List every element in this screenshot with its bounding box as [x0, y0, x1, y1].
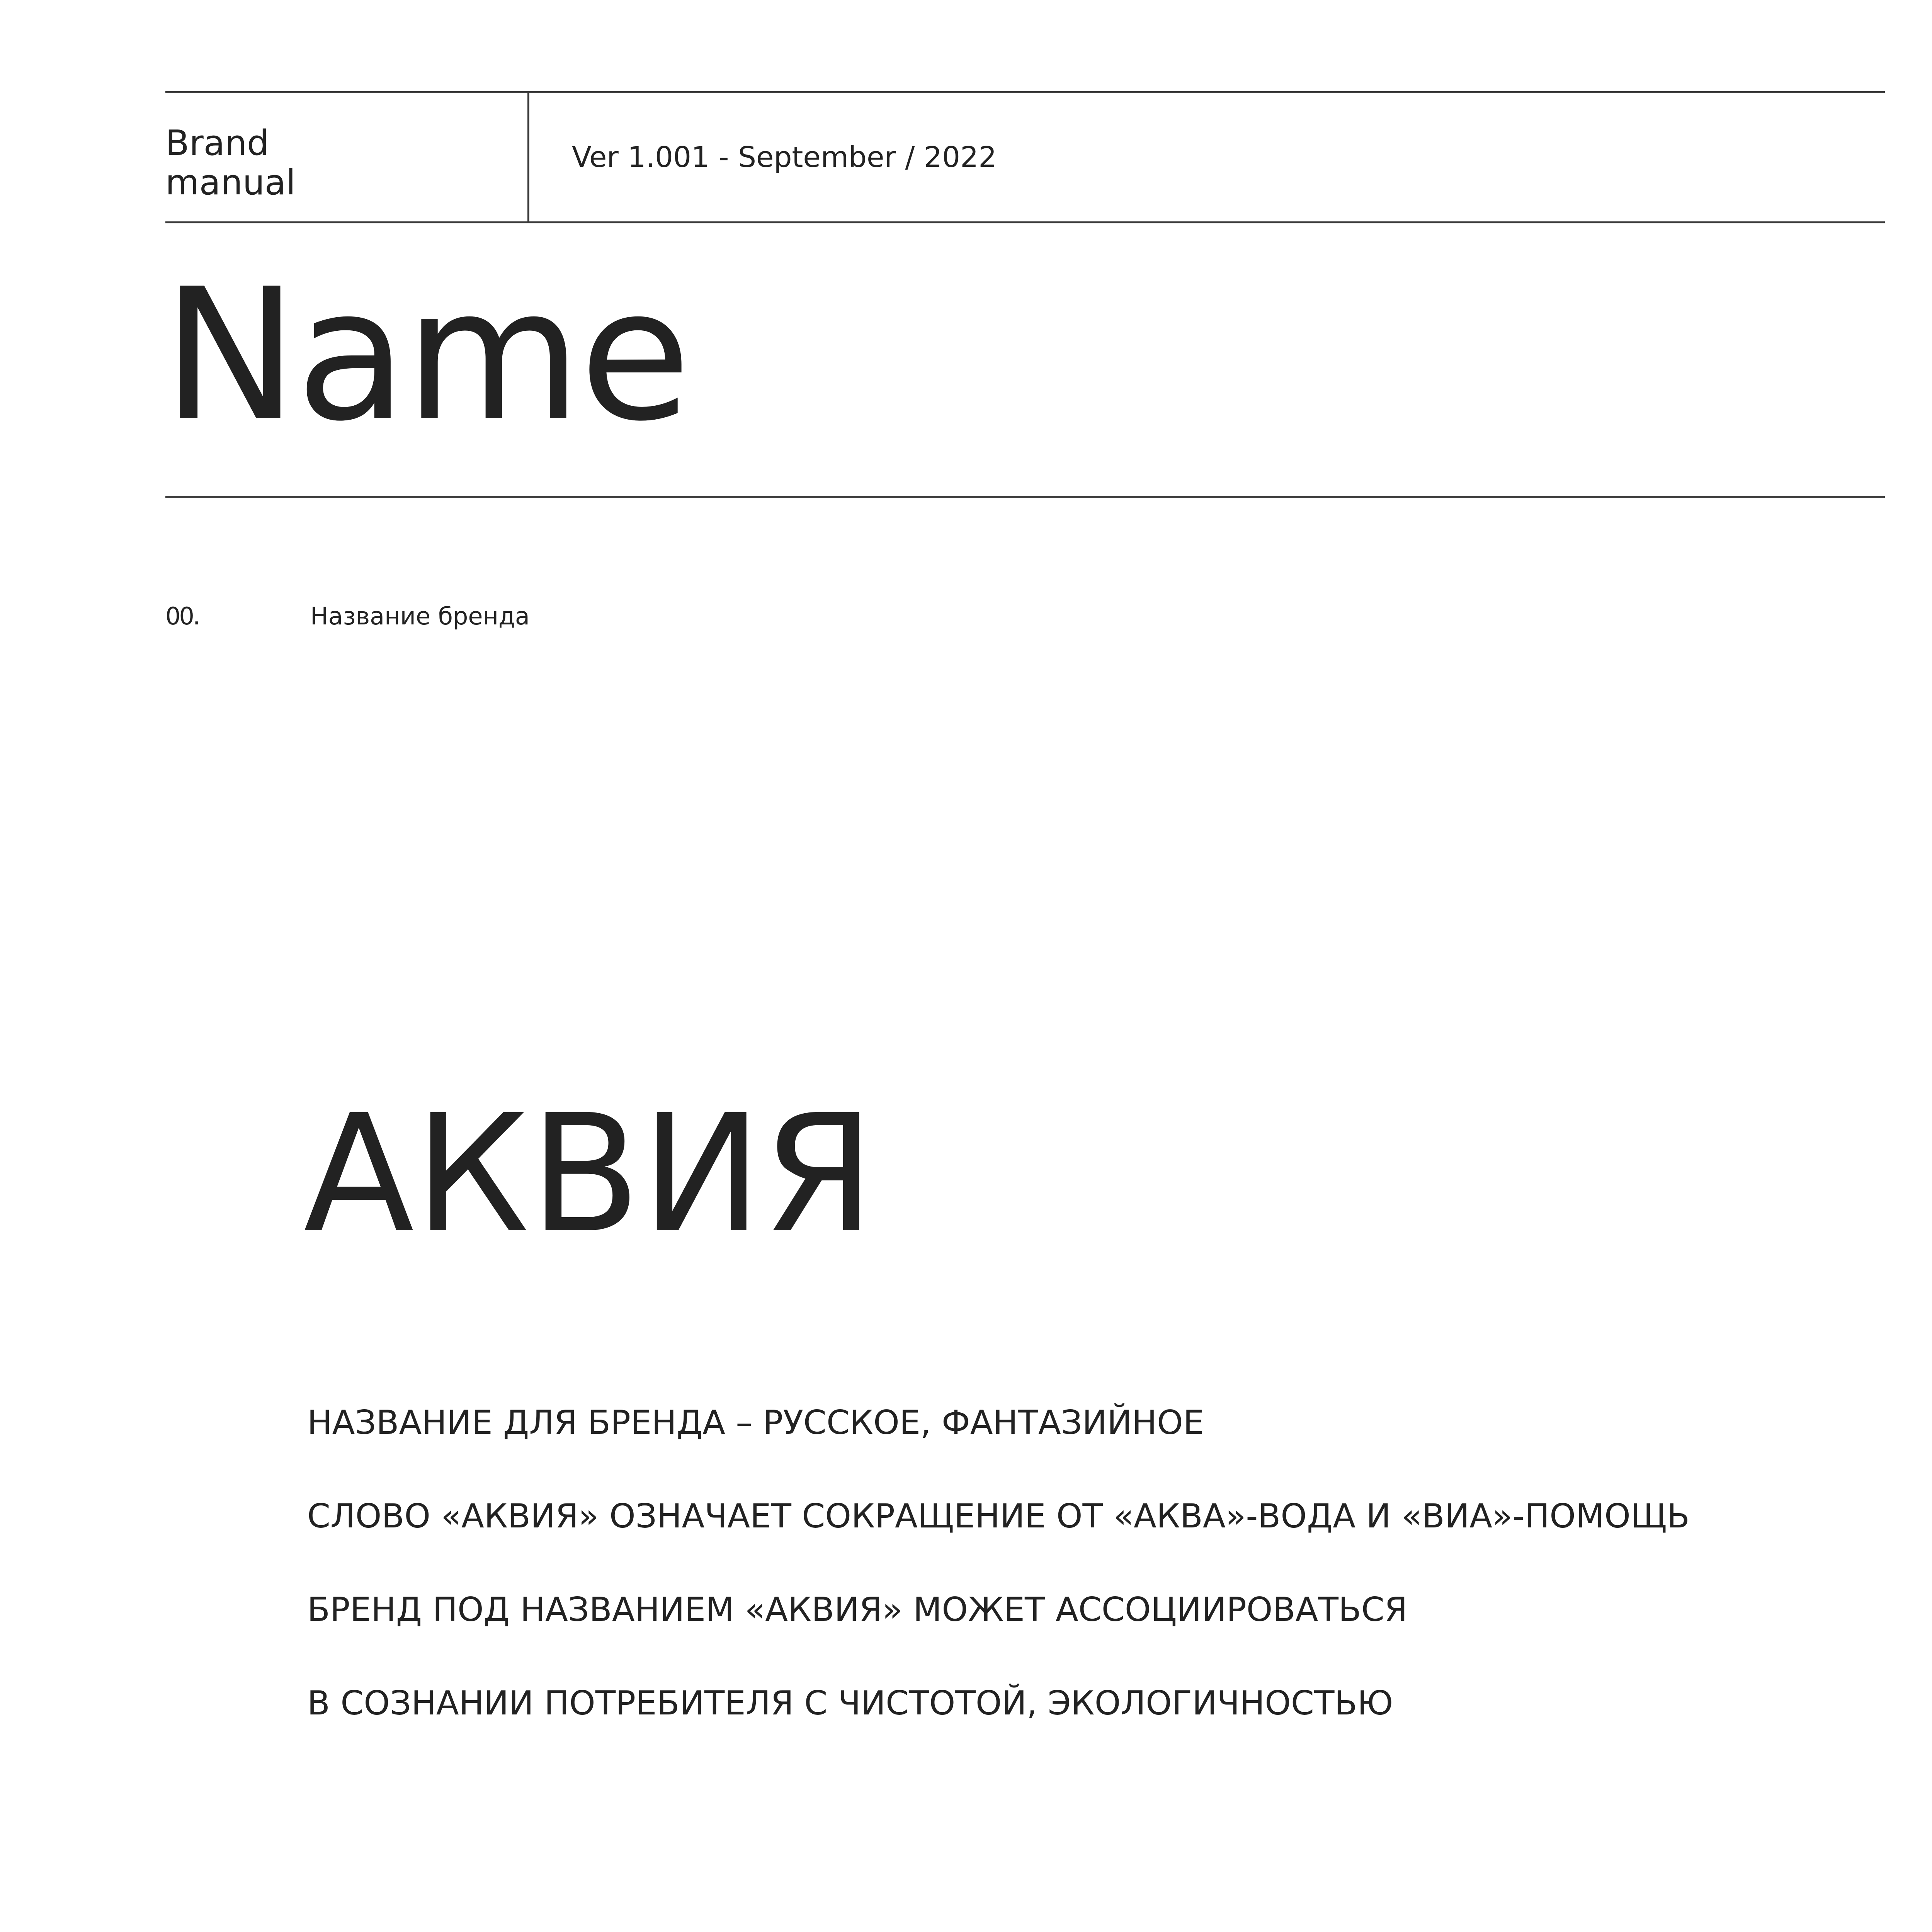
description-line: БРЕНД ПОД НАЗВАНИЕМ «АКВИЯ» МОЖЕТ АССОЦИИРОВАТЬСЯ [307, 1590, 1408, 1629]
page-title: Name [162, 250, 689, 461]
section-name: Название бренда [310, 602, 530, 630]
brand-name: АКВИЯ [303, 1080, 875, 1269]
header-divider [527, 92, 529, 223]
version-label: Ver 1.001 - September / 2022 [572, 141, 997, 174]
brand-label-line2: manual [165, 162, 296, 203]
header-top-rule [165, 91, 1885, 93]
description-line: НАЗВАНИЕ ДЛЯ БРЕНДА – РУССКОЕ, ФАНТАЗИЙНОЕ [307, 1403, 1204, 1442]
section-number: 00. [165, 602, 199, 630]
brand-description [307, 1403, 1690, 1777]
brand-label-line1: Brand [165, 123, 269, 163]
brand-manual-label [165, 124, 296, 202]
header-bottom-rule [165, 221, 1885, 223]
title-bottom-rule [165, 496, 1885, 498]
description-line: СЛОВО «АКВИЯ» ОЗНАЧАЕТ СОКРАЩЕНИЕ ОТ «АКВА»-ВОДА И «ВИА»-ПОМОЩЬ [307, 1497, 1690, 1536]
description-line: В СОЗНАНИИ ПОТРЕБИТЕЛЯ С ЧИСТОТОЙ, ЭКОЛОГИЧНОСТЬЮ [307, 1684, 1393, 1723]
